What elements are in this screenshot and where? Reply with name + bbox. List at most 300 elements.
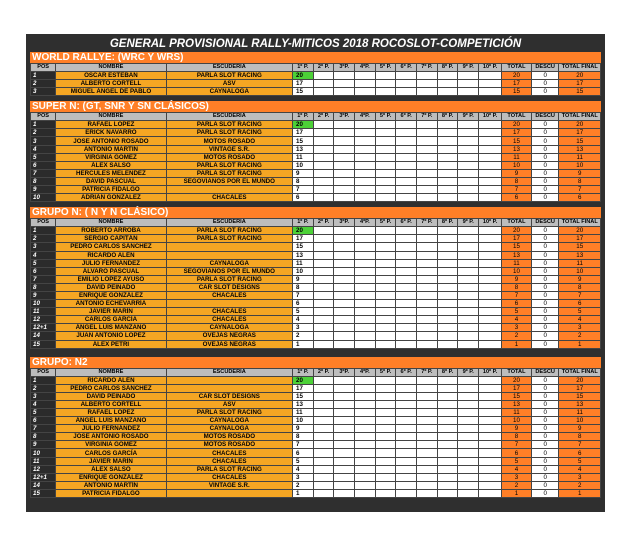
column-header: TOTAL FINAL bbox=[559, 64, 601, 72]
race-7-points-cell bbox=[417, 251, 438, 259]
race-3-points-cell bbox=[334, 457, 355, 465]
race-6-points-cell bbox=[396, 384, 417, 392]
table-row bbox=[31, 417, 601, 425]
column-header: 10º P. bbox=[479, 219, 502, 227]
race-6-points-cell bbox=[396, 457, 417, 465]
race-9-points-cell bbox=[458, 259, 479, 267]
race-10-points-cell bbox=[479, 300, 502, 308]
race-2-points-cell bbox=[313, 308, 334, 316]
discount-cell: 0 bbox=[531, 283, 559, 291]
final-total-cell: 10 bbox=[559, 267, 601, 275]
position-cell: 6 bbox=[31, 267, 56, 275]
race-10-points-cell bbox=[479, 235, 502, 243]
driver-name-cell: ANTONIO MARTÍN bbox=[56, 481, 166, 489]
team-cell: PARLA SLOT RACING bbox=[166, 121, 292, 129]
race-2-points-cell bbox=[313, 72, 334, 80]
race-9-points-cell bbox=[458, 324, 479, 332]
column-header: 7º P. bbox=[417, 368, 438, 376]
team-cell: PARLA SLOT RACING bbox=[166, 235, 292, 243]
race-1-points-cell: 17 bbox=[293, 235, 314, 243]
race-5-points-cell bbox=[375, 340, 396, 348]
race-10-points-cell bbox=[479, 308, 502, 316]
table-row bbox=[31, 291, 601, 299]
column-header: 10º P. bbox=[479, 113, 502, 121]
final-total-cell: 2 bbox=[559, 481, 601, 489]
race-8-points-cell bbox=[437, 449, 458, 457]
race-8-points-cell bbox=[437, 465, 458, 473]
race-2-points-cell bbox=[313, 332, 334, 340]
race-7-points-cell bbox=[417, 177, 438, 185]
table-row bbox=[31, 169, 601, 177]
race-4-points-cell bbox=[355, 465, 376, 473]
race-7-points-cell bbox=[417, 267, 438, 275]
race-5-points-cell bbox=[375, 243, 396, 251]
total-cell: 17 bbox=[502, 80, 532, 88]
final-total-cell: 17 bbox=[559, 384, 601, 392]
race-3-points-cell bbox=[334, 308, 355, 316]
race-4-points-cell bbox=[355, 300, 376, 308]
race-7-points-cell bbox=[417, 308, 438, 316]
race-3-points-cell bbox=[334, 186, 355, 194]
final-total-cell: 17 bbox=[559, 129, 601, 137]
race-4-points-cell bbox=[355, 283, 376, 291]
discount-cell: 0 bbox=[531, 384, 559, 392]
discount-cell: 0 bbox=[531, 145, 559, 153]
driver-name-cell: OSCAR ESTEBAN bbox=[56, 72, 166, 80]
race-10-points-cell bbox=[479, 153, 502, 161]
race-7-points-cell bbox=[417, 259, 438, 267]
race-6-points-cell bbox=[396, 275, 417, 283]
race-6-points-cell bbox=[396, 194, 417, 202]
total-cell: 15 bbox=[502, 137, 532, 145]
race-6-points-cell bbox=[396, 417, 417, 425]
final-total-cell: 13 bbox=[559, 251, 601, 259]
race-4-points-cell bbox=[355, 316, 376, 324]
header-row bbox=[31, 64, 601, 72]
race-9-points-cell bbox=[458, 235, 479, 243]
race-8-points-cell bbox=[437, 400, 458, 408]
race-6-points-cell bbox=[396, 465, 417, 473]
team-cell: CHACALES bbox=[166, 473, 292, 481]
total-cell: 20 bbox=[502, 121, 532, 129]
position-cell: 14 bbox=[31, 332, 56, 340]
final-total-cell: 6 bbox=[559, 194, 601, 202]
final-total-cell: 5 bbox=[559, 308, 601, 316]
discount-cell: 0 bbox=[531, 300, 559, 308]
discount-cell: 0 bbox=[531, 481, 559, 489]
column-header: 5º P. bbox=[375, 368, 396, 376]
race-5-points-cell bbox=[375, 145, 396, 153]
race-5-points-cell bbox=[375, 332, 396, 340]
race-4-points-cell bbox=[355, 145, 376, 153]
race-10-points-cell bbox=[479, 400, 502, 408]
race-6-points-cell bbox=[396, 308, 417, 316]
table-row bbox=[31, 186, 601, 194]
race-10-points-cell bbox=[479, 251, 502, 259]
race-4-points-cell bbox=[355, 308, 376, 316]
race-3-points-cell bbox=[334, 340, 355, 348]
race-5-points-cell bbox=[375, 137, 396, 145]
team-cell: VINTAGE S.R. bbox=[166, 145, 292, 153]
race-6-points-cell bbox=[396, 72, 417, 80]
standings-table bbox=[30, 218, 601, 348]
race-3-points-cell bbox=[334, 376, 355, 384]
race-9-points-cell bbox=[458, 465, 479, 473]
position-cell: 3 bbox=[31, 243, 56, 251]
race-6-points-cell bbox=[396, 425, 417, 433]
race-1-points-cell: 20 bbox=[293, 72, 314, 80]
position-cell: 3 bbox=[31, 137, 56, 145]
final-total-cell: 9 bbox=[559, 425, 601, 433]
team-cell: CHACALES bbox=[166, 194, 292, 202]
race-5-points-cell bbox=[375, 425, 396, 433]
team-cell: CAYNALOGA bbox=[166, 324, 292, 332]
race-8-points-cell bbox=[437, 340, 458, 348]
position-cell: 5 bbox=[31, 259, 56, 267]
discount-cell: 0 bbox=[531, 194, 559, 202]
column-header: NOMBRE bbox=[56, 113, 166, 121]
driver-name-cell: ÁLVARO PASCUAL bbox=[56, 267, 166, 275]
race-6-points-cell bbox=[396, 300, 417, 308]
discount-cell: 0 bbox=[531, 316, 559, 324]
race-4-points-cell bbox=[355, 409, 376, 417]
race-3-points-cell bbox=[334, 267, 355, 275]
race-10-points-cell bbox=[479, 145, 502, 153]
race-3-points-cell bbox=[334, 465, 355, 473]
race-9-points-cell bbox=[458, 384, 479, 392]
race-10-points-cell bbox=[479, 121, 502, 129]
final-total-cell: 7 bbox=[559, 441, 601, 449]
race-7-points-cell bbox=[417, 275, 438, 283]
discount-cell: 0 bbox=[531, 392, 559, 400]
race-4-points-cell bbox=[355, 291, 376, 299]
race-6-points-cell bbox=[396, 433, 417, 441]
race-2-points-cell bbox=[313, 376, 334, 384]
position-cell: 1 bbox=[31, 227, 56, 235]
team-cell: PARLA SLOT RACING bbox=[166, 227, 292, 235]
total-cell: 15 bbox=[502, 392, 532, 400]
total-cell: 11 bbox=[502, 259, 532, 267]
race-4-points-cell bbox=[355, 137, 376, 145]
race-1-points-cell: 15 bbox=[293, 392, 314, 400]
team-cell: PARLA SLOT RACING bbox=[166, 169, 292, 177]
race-8-points-cell bbox=[437, 481, 458, 489]
position-cell: 2 bbox=[31, 235, 56, 243]
race-10-points-cell bbox=[479, 481, 502, 489]
groups-container bbox=[30, 52, 601, 498]
race-3-points-cell bbox=[334, 80, 355, 88]
race-4-points-cell bbox=[355, 433, 376, 441]
column-header: DESCU bbox=[531, 219, 559, 227]
column-header: 7º P. bbox=[417, 219, 438, 227]
discount-cell: 0 bbox=[531, 441, 559, 449]
column-header: 2º P. bbox=[313, 219, 334, 227]
total-cell: 3 bbox=[502, 324, 532, 332]
race-10-points-cell bbox=[479, 457, 502, 465]
race-1-points-cell: 9 bbox=[293, 275, 314, 283]
race-8-points-cell bbox=[437, 300, 458, 308]
race-9-points-cell bbox=[458, 186, 479, 194]
race-1-points-cell: 6 bbox=[293, 449, 314, 457]
race-10-points-cell bbox=[479, 392, 502, 400]
discount-cell: 0 bbox=[531, 80, 559, 88]
race-5-points-cell bbox=[375, 441, 396, 449]
race-2-points-cell bbox=[313, 186, 334, 194]
race-3-points-cell bbox=[334, 121, 355, 129]
header-row bbox=[31, 219, 601, 227]
race-9-points-cell bbox=[458, 481, 479, 489]
race-9-points-cell bbox=[458, 473, 479, 481]
race-1-points-cell: 1 bbox=[293, 340, 314, 348]
driver-name-cell: ERICK NAVARRO bbox=[56, 129, 166, 137]
table-row bbox=[31, 177, 601, 185]
race-1-points-cell: 13 bbox=[293, 145, 314, 153]
total-cell: 9 bbox=[502, 425, 532, 433]
discount-cell: 0 bbox=[531, 449, 559, 457]
column-header: 9º P. bbox=[458, 113, 479, 121]
race-3-points-cell bbox=[334, 259, 355, 267]
column-header: 1º P. bbox=[293, 219, 314, 227]
race-7-points-cell bbox=[417, 72, 438, 80]
discount-cell: 0 bbox=[531, 465, 559, 473]
final-total-cell: 17 bbox=[559, 80, 601, 88]
race-3-points-cell bbox=[334, 235, 355, 243]
race-2-points-cell bbox=[313, 441, 334, 449]
driver-name-cell: JOSE ANTONIO ROSADO bbox=[56, 433, 166, 441]
total-cell: 10 bbox=[502, 267, 532, 275]
race-3-points-cell bbox=[334, 291, 355, 299]
race-7-points-cell bbox=[417, 169, 438, 177]
race-10-points-cell bbox=[479, 177, 502, 185]
race-1-points-cell: 8 bbox=[293, 433, 314, 441]
race-5-points-cell bbox=[375, 384, 396, 392]
final-total-cell: 7 bbox=[559, 291, 601, 299]
race-5-points-cell bbox=[375, 72, 396, 80]
race-3-points-cell bbox=[334, 425, 355, 433]
race-2-points-cell bbox=[313, 465, 334, 473]
driver-name-cell: PATRICIA FIDALGO bbox=[56, 489, 166, 497]
table-row bbox=[31, 243, 601, 251]
column-header: POS bbox=[31, 64, 56, 72]
race-1-points-cell: 15 bbox=[293, 88, 314, 96]
discount-cell: 0 bbox=[531, 251, 559, 259]
race-2-points-cell bbox=[313, 417, 334, 425]
race-3-points-cell bbox=[334, 194, 355, 202]
table-row bbox=[31, 449, 601, 457]
column-header: 2º P. bbox=[313, 64, 334, 72]
race-3-points-cell bbox=[334, 169, 355, 177]
race-5-points-cell bbox=[375, 186, 396, 194]
race-10-points-cell bbox=[479, 169, 502, 177]
driver-name-cell: DAVID PEINADO bbox=[56, 392, 166, 400]
race-6-points-cell bbox=[396, 186, 417, 194]
team-cell: CAYNALOGA bbox=[166, 259, 292, 267]
discount-cell: 0 bbox=[531, 177, 559, 185]
race-8-points-cell bbox=[437, 267, 458, 275]
total-cell: 13 bbox=[502, 400, 532, 408]
race-4-points-cell bbox=[355, 425, 376, 433]
page-title: GENERAL PROVISIONAL RALLY-MITICOS 2018 ROCOSLOT-COMPETICIÓN bbox=[109, 38, 522, 50]
table-row bbox=[31, 267, 601, 275]
team-cell bbox=[166, 376, 292, 384]
race-7-points-cell bbox=[417, 481, 438, 489]
race-6-points-cell bbox=[396, 137, 417, 145]
race-8-points-cell bbox=[437, 425, 458, 433]
race-5-points-cell bbox=[375, 129, 396, 137]
standings-sheet bbox=[26, 34, 605, 512]
race-6-points-cell bbox=[396, 243, 417, 251]
race-10-points-cell bbox=[479, 473, 502, 481]
race-8-points-cell bbox=[437, 80, 458, 88]
race-7-points-cell bbox=[417, 376, 438, 384]
team-cell: PARLA SLOT RACING bbox=[166, 72, 292, 80]
race-8-points-cell bbox=[437, 275, 458, 283]
driver-name-cell: ÁNGEL LUIS MANZANO bbox=[56, 324, 166, 332]
race-8-points-cell bbox=[437, 392, 458, 400]
team-cell bbox=[166, 186, 292, 194]
race-5-points-cell bbox=[375, 449, 396, 457]
header-row bbox=[31, 113, 601, 121]
race-8-points-cell bbox=[437, 129, 458, 137]
final-total-cell: 15 bbox=[559, 243, 601, 251]
discount-cell: 0 bbox=[531, 340, 559, 348]
race-8-points-cell bbox=[437, 243, 458, 251]
race-6-points-cell bbox=[396, 283, 417, 291]
column-header: 8º P. bbox=[437, 368, 458, 376]
column-header: NOMBRE bbox=[56, 64, 166, 72]
position-cell: 6 bbox=[31, 417, 56, 425]
race-2-points-cell bbox=[313, 243, 334, 251]
race-7-points-cell bbox=[417, 121, 438, 129]
table-row bbox=[31, 340, 601, 348]
race-9-points-cell bbox=[458, 275, 479, 283]
race-3-points-cell bbox=[334, 417, 355, 425]
race-10-points-cell bbox=[479, 283, 502, 291]
race-4-points-cell bbox=[355, 88, 376, 96]
team-cell: VINTAGE S.R. bbox=[166, 481, 292, 489]
race-6-points-cell bbox=[396, 259, 417, 267]
final-total-cell: 20 bbox=[559, 72, 601, 80]
race-1-points-cell: 9 bbox=[293, 169, 314, 177]
race-6-points-cell bbox=[396, 80, 417, 88]
column-header: 9º P. bbox=[458, 64, 479, 72]
race-1-points-cell: 17 bbox=[293, 384, 314, 392]
race-2-points-cell bbox=[313, 267, 334, 275]
position-cell: 15 bbox=[31, 340, 56, 348]
discount-cell: 0 bbox=[531, 153, 559, 161]
race-5-points-cell bbox=[375, 177, 396, 185]
race-9-points-cell bbox=[458, 340, 479, 348]
race-1-points-cell: 10 bbox=[293, 161, 314, 169]
team-cell: PARLA SLOT RACING bbox=[166, 275, 292, 283]
race-10-points-cell bbox=[479, 80, 502, 88]
race-10-points-cell bbox=[479, 449, 502, 457]
race-4-points-cell bbox=[355, 251, 376, 259]
race-7-points-cell bbox=[417, 243, 438, 251]
standings-table bbox=[30, 63, 601, 96]
column-header: 4ºP. bbox=[355, 219, 376, 227]
team-cell: CHACALES bbox=[166, 449, 292, 457]
race-6-points-cell bbox=[396, 441, 417, 449]
race-9-points-cell bbox=[458, 194, 479, 202]
race-9-points-cell bbox=[458, 227, 479, 235]
position-cell: 11 bbox=[31, 457, 56, 465]
table-row bbox=[31, 473, 601, 481]
table-row bbox=[31, 259, 601, 267]
team-cell bbox=[166, 384, 292, 392]
group-title: SUPER N: (GT, SNR Y SN CLÁSICOS) bbox=[30, 101, 601, 112]
total-cell: 13 bbox=[502, 251, 532, 259]
table-row bbox=[31, 251, 601, 259]
total-cell: 2 bbox=[502, 332, 532, 340]
race-9-points-cell bbox=[458, 392, 479, 400]
race-1-points-cell: 3 bbox=[293, 473, 314, 481]
race-8-points-cell bbox=[437, 283, 458, 291]
final-total-cell: 2 bbox=[559, 332, 601, 340]
team-cell: MOTOS ROSADO bbox=[166, 441, 292, 449]
race-9-points-cell bbox=[458, 161, 479, 169]
driver-name-cell: ROBERTO ARROBA bbox=[56, 227, 166, 235]
race-7-points-cell bbox=[417, 457, 438, 465]
race-8-points-cell bbox=[437, 72, 458, 80]
race-2-points-cell bbox=[313, 259, 334, 267]
column-header: 9º P. bbox=[458, 219, 479, 227]
race-2-points-cell bbox=[313, 227, 334, 235]
table-row bbox=[31, 308, 601, 316]
race-4-points-cell bbox=[355, 227, 376, 235]
driver-name-cell: PATRICIA FIDALGO bbox=[56, 186, 166, 194]
race-8-points-cell bbox=[437, 489, 458, 497]
race-7-points-cell bbox=[417, 194, 438, 202]
race-4-points-cell bbox=[355, 243, 376, 251]
race-8-points-cell bbox=[437, 194, 458, 202]
final-total-cell: 11 bbox=[559, 409, 601, 417]
final-total-cell: 8 bbox=[559, 283, 601, 291]
final-total-cell: 10 bbox=[559, 417, 601, 425]
total-cell: 10 bbox=[502, 417, 532, 425]
column-header: ESCUDERIA bbox=[166, 113, 292, 121]
race-5-points-cell bbox=[375, 80, 396, 88]
race-1-points-cell: 10 bbox=[293, 267, 314, 275]
team-cell: CAR SLOT DESIGNS bbox=[166, 392, 292, 400]
total-cell: 7 bbox=[502, 441, 532, 449]
team-cell: CHACALES bbox=[166, 316, 292, 324]
race-2-points-cell bbox=[313, 235, 334, 243]
race-1-points-cell: 8 bbox=[293, 177, 314, 185]
table-row bbox=[31, 324, 601, 332]
position-cell: 12+1 bbox=[31, 473, 56, 481]
total-cell: 4 bbox=[502, 316, 532, 324]
table-row bbox=[31, 283, 601, 291]
race-7-points-cell bbox=[417, 392, 438, 400]
race-4-points-cell bbox=[355, 457, 376, 465]
race-4-points-cell bbox=[355, 121, 376, 129]
race-1-points-cell: 20 bbox=[293, 227, 314, 235]
driver-name-cell: ÁLEX SALSO bbox=[56, 465, 166, 473]
race-6-points-cell bbox=[396, 235, 417, 243]
table-row bbox=[31, 465, 601, 473]
column-header: POS bbox=[31, 113, 56, 121]
total-cell: 5 bbox=[502, 308, 532, 316]
race-5-points-cell bbox=[375, 409, 396, 417]
column-header: 2º P. bbox=[313, 368, 334, 376]
race-4-points-cell bbox=[355, 259, 376, 267]
race-6-points-cell bbox=[396, 129, 417, 137]
column-header: 3ºP. bbox=[334, 113, 355, 121]
driver-name-cell: MIGUEL ÁNGEL DE PABLO bbox=[56, 88, 166, 96]
race-4-points-cell bbox=[355, 72, 376, 80]
race-10-points-cell bbox=[479, 243, 502, 251]
